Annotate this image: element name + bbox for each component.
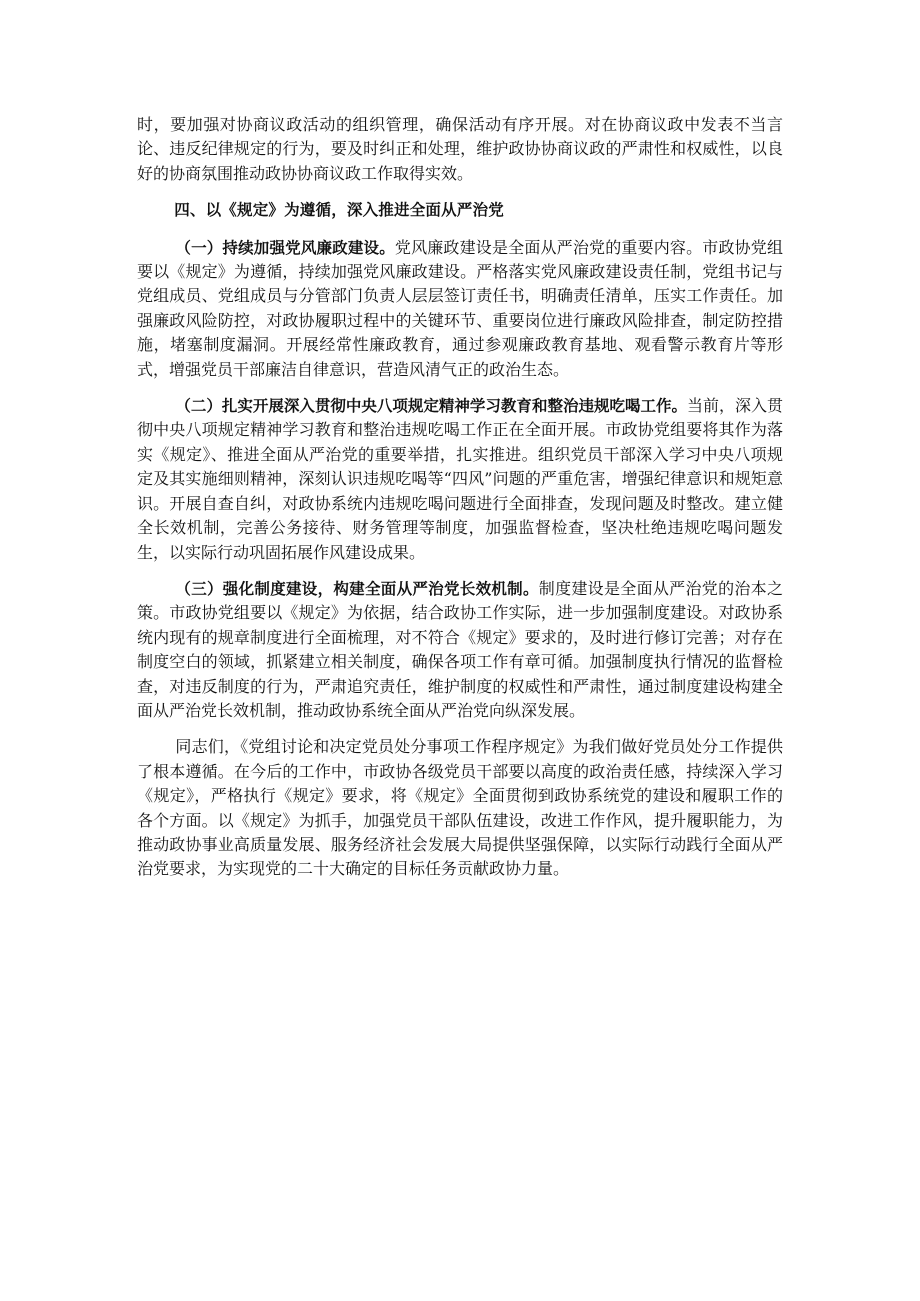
item-paragraph-3 [137, 577, 783, 723]
closing-paragraph: 同志们，《党组讨论和决定党员处分事项工作程序规定》为我们做好党员处分工作提供了根本遵循。在今后的工作中，市政协各级党员干部要以高度的政治责任感，持续深入学习《规定》，严格执行《规定》要求，将《规定》全面贯彻到政协系统党的建设和履职工作的各个方面。以《规定》为抓手，加强党员干部队伍建设，改进工作作风，提升履职能力，为推动政协事业高质量发展、服务经济社会发展大局提供坚强保障，以实际行动践行全面从严治党要求，为实现党的二十大确定的目标任务贡献政协力量。 [137, 737, 783, 879]
item-paragraph-1 [137, 236, 783, 382]
item-lead-3: （三）强化制度建设，构建全面从严治党长效机制。 [175, 579, 539, 598]
item-paragraph-2 [137, 394, 783, 565]
item-lead-1: （一）持续加强党风廉政建设。 [175, 238, 395, 257]
section-heading: 四、以《规定》为遵循，深入推进全面从严治党 [174, 201, 504, 220]
item-body-3: 制度建设是全面从严治党的治本之策。市政协党组要以《规定》为依据，结合政协工作实际，进一步加强制度建设。对政协系统内现有的规章制度进行全面梳理，对不符合《规定》要求的，及时进行修订完善；对存在制度空白的领域，抓紧建立相关制度，确保各项工作有章可循。加强制度执行情况的监督检查，对违反制度的行为，严肃追究责任，维护制度的权威性和严肃性，通过制度建设构建全面从严治党长效机制，推动政协系统全面从严治党向纵深发展。 [137, 578, 783, 720]
item-body-1: 党风廉政建设是全面从严治党的重要内容。市政协党组要以《规定》为遵循，持续加强党风廉政建设。严格落实党风廉政建设责任制，党组书记与党组成员、党组成员与分管部门负责人层层签订责任书，明确责任清单，压实工作责任。加强廉政风险防控，对政协履职过程中的关键环节、重要岗位进行廉政风险排查，制定防控措施，堵塞制度漏洞。开展经常性廉政教育，通过参观廉政教育基地、观看警示教育片等形式，增强党员干部廉洁自律意识，营造风清气正的政治生态。 [137, 237, 783, 379]
document-body [137, 113, 783, 894]
continuation-paragraph: 时，要加强对协商议政活动的组织管理，确保活动有序开展。对在协商议政中发表不当言论、违反纪律规定的行为，要及时纠正和处理，维护政协协商议政的严肃性和权威性，以良好的协商氛围推动政协协商议政工作取得实效。 [137, 115, 783, 183]
item-body-2: 当前，深入贯彻中央八项规定精神学习教育和整治违规吃喝工作正在全面开展。市政协党组要将其作为落实《规定》、推进全面从严治党的重要举措，扎实推进。组织党员干部深入学习中央八项规定及其实施细则精神，深刻认识违规吃喝等“四风”问题的严重危害，增强纪律意识和规矩意识。开展自查自纠，对政协系统内违规吃喝问题进行全面排查，发现问题及时整改。建立健全长效机制，完善公务接待、财务管理等制度，加强监督检查，坚决杜绝违规吃喝问题发生，以实际行动巩固拓展作风建设成果。 [137, 396, 783, 562]
item-lead-2: （二）扎实开展深入贯彻中央八项规定精神学习教育和整治违规吃喝工作。 [175, 397, 687, 416]
